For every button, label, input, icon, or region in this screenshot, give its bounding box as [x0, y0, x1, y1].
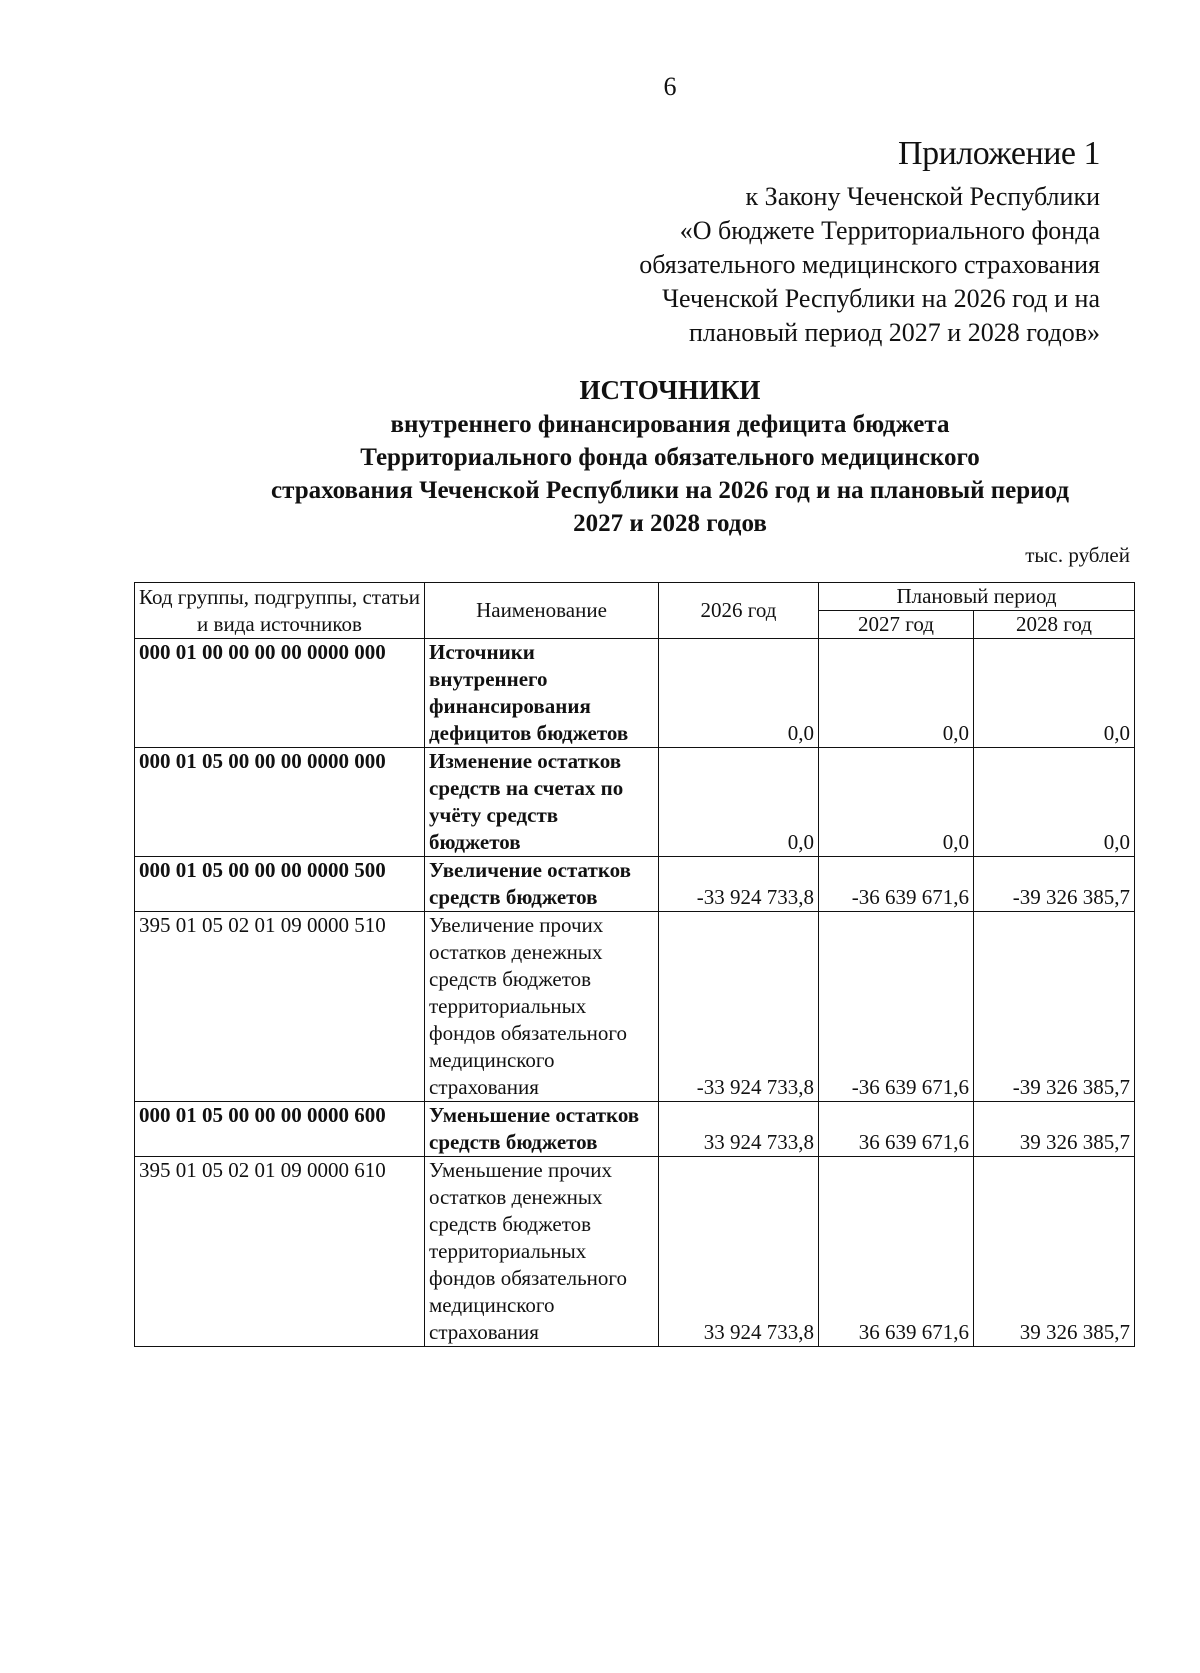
row-value-2028: -39 326 385,7 [974, 857, 1135, 912]
row-value-2028: -39 326 385,7 [974, 912, 1135, 1102]
appendix-line: «О бюджете Территориального фонда [679, 216, 1100, 245]
title-line: 2027 и 2028 годов [573, 510, 767, 537]
title-main: ИСТОЧНИКИ [579, 375, 761, 405]
header-year-2026: 2026 год [659, 583, 819, 639]
row-value-2026: 0,0 [659, 639, 819, 748]
title-line: Территориального фонда обязательного медицинского [360, 444, 980, 471]
table-row [135, 639, 1135, 748]
row-value-2026: 0,0 [659, 748, 819, 857]
header-year-2027: 2027 год [819, 611, 974, 639]
row-code: 000 01 05 00 00 00 0000 500 [135, 857, 425, 912]
row-name: Уменьшение остатков средств бюджетов [425, 1102, 659, 1157]
row-code: 395 01 05 02 01 09 0000 510 [135, 912, 425, 1102]
row-value-2026: 33 924 733,8 [659, 1102, 819, 1157]
page-number: 6 [663, 72, 677, 101]
row-name: Источники внутреннего финансирования дефицитов бюджетов [425, 639, 659, 748]
row-code: 000 01 05 00 00 00 0000 000 [135, 748, 425, 857]
row-value-2027: 0,0 [819, 639, 974, 748]
title-line: внутреннего финансирования дефицита бюджета [390, 411, 950, 438]
row-value-2027: -36 639 671,6 [819, 912, 974, 1102]
table-header-row [135, 583, 1135, 611]
row-value-2027: -36 639 671,6 [819, 857, 974, 912]
appendix-block [400, 132, 1100, 350]
row-value-2026: -33 924 733,8 [659, 912, 819, 1102]
header-name: Наименование [425, 583, 659, 639]
row-name: Увеличение остатков средств бюджетов [425, 857, 659, 912]
row-value-2028: 0,0 [974, 748, 1135, 857]
row-value-2028: 0,0 [974, 639, 1135, 748]
appendix-line: Чеченской Республики на 2026 год и на [662, 284, 1100, 313]
appendix-line: к Закону Чеченской Республики [745, 182, 1100, 211]
appendix-line: обязательного медицинского страхования [639, 250, 1100, 279]
header-year-2028: 2028 год [974, 611, 1135, 639]
table-row [135, 912, 1135, 1102]
row-value-2027: 0,0 [819, 748, 974, 857]
appendix-title: Приложение 1 [898, 135, 1100, 172]
table-row [135, 748, 1135, 857]
header-code: Код группы, подгруппы, статьи и вида источников [135, 583, 425, 639]
sources-table [134, 582, 1135, 1347]
row-name: Уменьшение прочих остатков денежных средств бюджетов территориальных фондов обязательного медицинского страхования [425, 1157, 659, 1347]
row-value-2026: 33 924 733,8 [659, 1157, 819, 1347]
row-code: 395 01 05 02 01 09 0000 610 [135, 1157, 425, 1347]
row-value-2027: 36 639 671,6 [819, 1157, 974, 1347]
row-value-2026: -33 924 733,8 [659, 857, 819, 912]
row-name: Изменение остатков средств на счетах по учёту средств бюджетов [425, 748, 659, 857]
row-code: 000 01 00 00 00 00 0000 000 [135, 639, 425, 748]
row-value-2028: 39 326 385,7 [974, 1102, 1135, 1157]
units-label: тыс. рублей [1025, 543, 1130, 567]
row-value-2028: 39 326 385,7 [974, 1157, 1135, 1347]
header-planned-period: Плановый период [819, 583, 1135, 611]
row-name: Увеличение прочих остатков денежных средств бюджетов территориальных фондов обязательного медицинского страхования [425, 912, 659, 1102]
appendix-line: плановый период 2027 и 2028 годов» [688, 318, 1100, 347]
row-code: 000 01 05 00 00 00 0000 600 [135, 1102, 425, 1157]
title-line: страхования Чеченской Республики на 2026 год и на плановый период [271, 477, 1069, 504]
document-title [130, 372, 1200, 540]
table-row [135, 1102, 1135, 1157]
table-row [135, 857, 1135, 912]
row-value-2027: 36 639 671,6 [819, 1102, 974, 1157]
table-row [135, 1157, 1135, 1347]
